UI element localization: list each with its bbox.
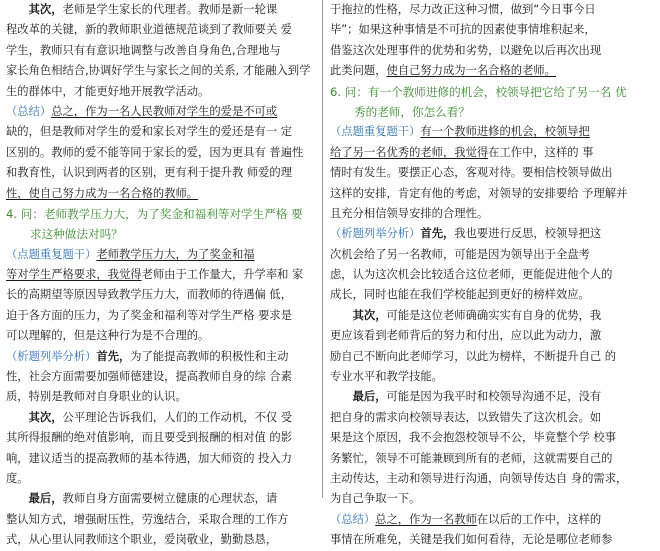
text-run: 其次，: [28, 410, 63, 424]
text-run: 度。: [6, 471, 29, 485]
right-text-line: [330, 530, 652, 550]
text-run: 响，建议适当的提高教师的基本待遇，加大师资的 投入力: [6, 451, 293, 465]
right-text-line: [330, 449, 652, 469]
left-column: [0, 0, 322, 551]
left-text-line: [6, 224, 322, 244]
right-text-line: [330, 428, 652, 448]
left-text-line: [6, 408, 322, 428]
left-text-line: [6, 0, 322, 20]
text-run: 主动传达，主动和领导进行沟通，向领导传达自 身的需求，: [330, 471, 628, 485]
left-text-line: [6, 367, 322, 387]
text-run: 性，社会方面需要加强师德建设，提高教师自身的综 合素: [6, 370, 293, 384]
text-run: 首先，: [96, 349, 131, 363]
text-run: 毕”；如果这种事情是不可抗的因素使事情堆积起来，: [330, 23, 596, 37]
question-heading: 6. 问：有一个教师进修的机会，校领导把它给了另一名 优: [330, 84, 627, 99]
right-text-line: [330, 0, 652, 20]
left-text-line: [6, 469, 322, 489]
left-text-line: [6, 387, 322, 407]
text-run: 在工作中，这样的 事: [488, 145, 594, 159]
right-text-line: [330, 143, 652, 163]
right-text-line: [330, 326, 652, 346]
right-text-line: [330, 265, 652, 285]
text-run: 有一个教师进修的机会，校领导把: [420, 125, 590, 139]
text-run: 首先，: [420, 227, 455, 241]
left-text-line: [6, 449, 322, 469]
right-text-line: [330, 510, 652, 530]
text-run: [6, 411, 29, 424]
question-heading: 秀的老师，你怎么看？: [354, 104, 470, 119]
text-run: 为自己争取一下。: [330, 492, 421, 506]
column-divider: [322, 0, 323, 498]
left-text-line: [6, 347, 322, 367]
text-run: 励自己不断向此老师学习，以此为榜样，不断提升自己 的: [330, 349, 617, 363]
right-text-line: [330, 245, 652, 265]
text-run: 情时有发生。要摆正心态，客观对待。要相信校领导做出: [330, 166, 613, 180]
right-text-line: [330, 20, 652, 40]
right-text-line: [330, 163, 652, 183]
text-run: [6, 492, 29, 505]
text-run: 于拖拉的性格，尽力改正这种习惯，做到“今日事今日: [330, 3, 596, 16]
question-heading: 求这种做法对吗？: [30, 227, 123, 242]
text-run: 其所得报酬的绝对值影响，而且要受到报酬的相对值 的影: [6, 431, 293, 445]
text-run: 公平理论告诉我们，人们的工作动机，不仅 受: [62, 410, 293, 424]
right-text-line: [330, 102, 652, 122]
text-run: 总之，作为一名教师: [375, 512, 477, 526]
right-text-line: [330, 285, 652, 305]
text-run: 借鉴这次处理事件的优势和劣势，以避免以后再次出现: [330, 43, 602, 57]
right-text-line: [330, 408, 652, 428]
text-run: 可以理解的，但是这种行为是不合理的。: [6, 329, 210, 343]
text-run: 缺的，但是教师对学生的爱和家长对学生的爱还是有一 定: [6, 125, 293, 139]
text-run: 虑，认为这次机会比较适合这位老师，更能促进他个人的: [330, 268, 613, 282]
text-run: 等对学生严格要求，我觉得: [6, 268, 142, 282]
left-text-line: [6, 428, 322, 448]
text-run: 总之，作为一名人民教师对学生的爱是不可或: [51, 104, 278, 118]
text-run: 果是这个原因，我不会抱怨校领导不公，毕竟整个学 校事: [330, 431, 617, 445]
text-run: 式，从心里认同教师这个职业，爱岗敬业，勤勤恳恳，: [6, 533, 278, 547]
right-text-line: [330, 469, 652, 489]
text-run: 和教育性，认识到两者的区别，更有利于提升教 师爱的理: [6, 166, 293, 180]
section-tag: （析题列举分析）: [330, 227, 421, 241]
text-run: 使自己努力成为一名合格的老师。: [386, 64, 556, 78]
left-text-line: [6, 61, 322, 81]
left-text-line: [6, 102, 322, 122]
text-run: 老师教学压力大，为了奖金和福: [96, 247, 255, 261]
text-run: 我也要进行反思，校领导把这: [454, 227, 602, 241]
right-text-line: [330, 82, 652, 102]
right-text-line: [330, 122, 652, 142]
text-run: 最后，: [28, 492, 63, 506]
question-heading: 4. 问：老师教学压力大，为了奖金和福利等对学生严格 要: [6, 206, 303, 221]
text-run: 成长，同时也能在我们学校能起到更好的榜样效应。: [330, 288, 590, 302]
right-column: [330, 0, 652, 551]
left-text-line: [6, 41, 322, 61]
right-text-line: [330, 489, 652, 509]
left-text-line: [6, 489, 322, 509]
text-run: [330, 390, 353, 403]
text-run: 为了能提高教师的积极性和主动: [130, 349, 289, 363]
section-tag: （析题列举分析）: [6, 349, 97, 363]
left-text-line: [6, 306, 322, 326]
right-text-line: [330, 41, 652, 61]
left-text-line: [6, 285, 322, 305]
section-tag: （点题重复题干）: [6, 247, 97, 261]
right-text-line: [330, 387, 652, 407]
text-run: 事情在所难免，关键是我们如何看待，无论是哪位老师参: [330, 533, 613, 547]
text-run: 程改革的关键，新的教师职业道德规范谈到了教师要关 爱: [6, 23, 293, 37]
right-text-line: [330, 61, 652, 81]
right-text-line: [330, 184, 652, 204]
text-run: 把自身的需求向校领导表达，以致错失了这次机会。如: [330, 410, 602, 424]
text-run: 在以后的工作中，这样的: [476, 512, 602, 526]
left-text-line: [6, 163, 322, 183]
right-text-line: [330, 204, 652, 224]
section-tag: （总结）: [6, 104, 52, 118]
text-run: 性，使自己努力成为一名合格的教师。: [6, 186, 199, 200]
text-run: 家长角色相结合,协调好学生与家长之间的关系, 才能融入到学: [6, 64, 311, 78]
left-text-line: [6, 122, 322, 142]
text-run: 次机会给了另一名教师，可能是因为领导出于全盘考: [330, 247, 590, 261]
text-run: 给了另一名优秀的老师，我觉得: [330, 145, 489, 159]
text-run: 其次，: [28, 3, 63, 16]
section-tag: （总结）: [330, 512, 376, 526]
text-run: 长的高期望等原因导致教学压力大，而教师的待遇偏 低，: [6, 288, 293, 302]
text-run: 这样的安排，肯定有他的考虑，对领导的安排要给 予理解并: [330, 186, 628, 200]
text-run: 可能是这位老师确确实实有自身的优势，我: [386, 308, 602, 322]
text-run: [330, 309, 353, 322]
text-run: 老师由于工作量大，升学率和 家: [141, 268, 304, 282]
text-run: 其次，: [352, 308, 387, 322]
left-text-line: [6, 326, 322, 346]
left-text-line: [6, 245, 322, 265]
text-run: 老师是学生家长的代理者。教师是新一轮课: [62, 3, 278, 16]
text-run: 整认知方式，增强耐压性，劳逸结合，采取合理的工作方: [6, 512, 289, 526]
left-text-line: [6, 530, 322, 550]
text-run: 务繁忙，领导不可能兼顾到所有的老师，这就需要自己的: [330, 451, 613, 465]
text-run: [6, 3, 29, 16]
right-text-line: [330, 347, 652, 367]
right-text-line: [330, 224, 652, 244]
section-tag: （点题重复题干）: [330, 125, 421, 139]
text-run: 区别的。教师的爱不能等同于家长的爱，因为更具有 普遍性: [6, 145, 304, 159]
left-text-line: [6, 510, 322, 530]
left-text-line: [6, 143, 322, 163]
text-run: 生的群体中，才能更好地开展教学活动。: [6, 84, 210, 98]
text-run: 专业水平和教学技能。: [330, 370, 443, 384]
text-run: 此类问题，: [330, 64, 387, 78]
left-text-line: [6, 184, 322, 204]
left-text-line: [6, 265, 322, 285]
text-run: 可能是因为我平时和校领导沟通不足，没有: [386, 390, 602, 404]
text-run: 且充分相信领导安排的合理性。: [330, 206, 489, 220]
text-run: 质，特别是教师对自身职业的认识。: [6, 390, 187, 404]
left-text-line: [6, 204, 322, 224]
text-run: 最后，: [352, 390, 387, 404]
right-text-line: [330, 367, 652, 387]
text-run: 更应该看到老师背后的努力和付出，应以此为动力，激: [330, 329, 602, 343]
text-run: 学生，教师只有有意识地调整与改善自身角色,合理地与: [6, 43, 281, 57]
text-run: 教师自身方面需要树立健康的心理状态，请: [62, 492, 278, 506]
left-text-line: [6, 82, 322, 102]
left-text-line: [6, 20, 322, 40]
right-text-line: [330, 306, 652, 326]
text-run: 迫于各方面的压力，为了奖金和福利等对学生严格 要求是: [6, 308, 293, 322]
